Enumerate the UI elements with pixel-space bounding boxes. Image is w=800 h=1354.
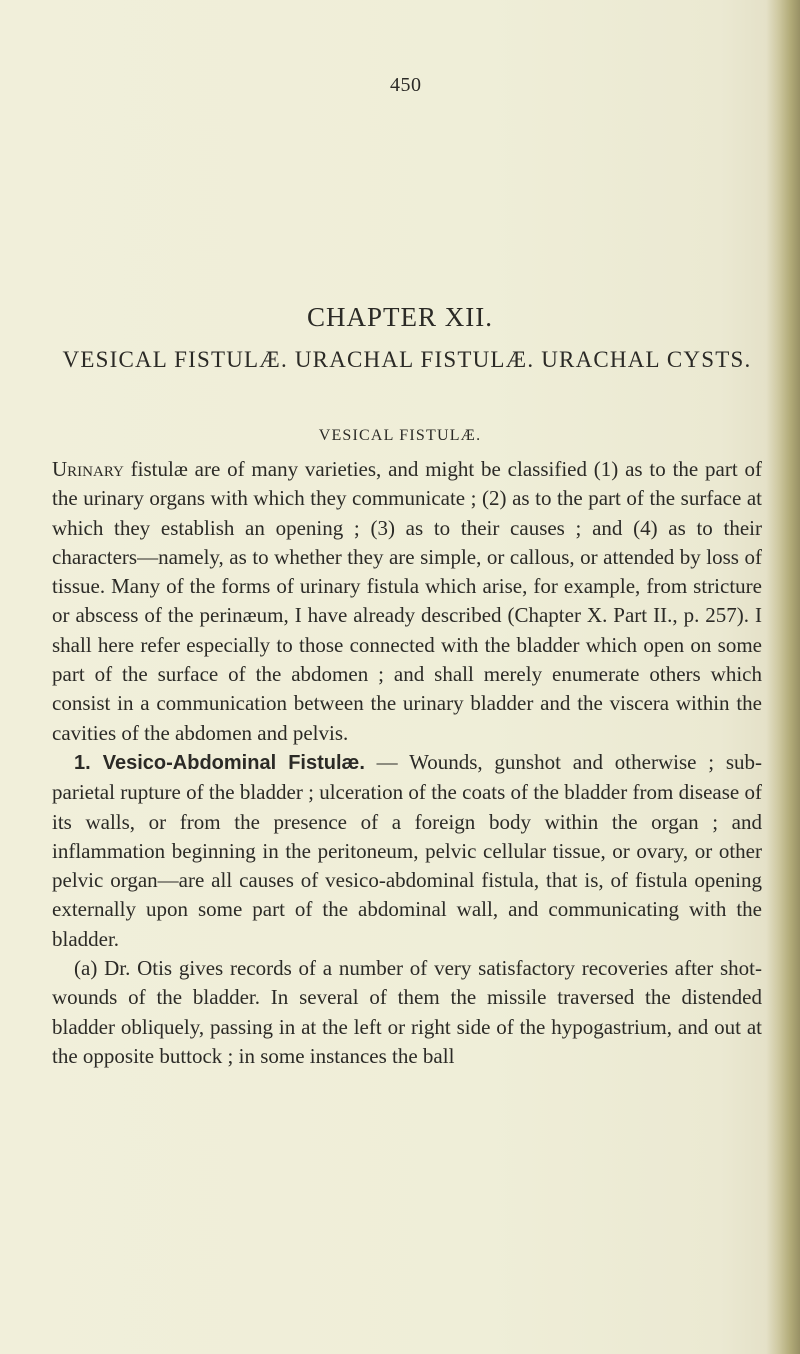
body-text <box>52 455 762 1071</box>
paragraph-lead-word: Urinary <box>52 457 124 481</box>
paragraph-text: — Wounds, gunshot and otherwise ; sub-parietal rupture of the bladder ; ulceration of the coats of the bladder from disease of its walls, or from the presence of a foreign body within the organ ; and inflammation beginning in the peritoneum, pelvic cellular tissue, or ovary, or other pelvic organ—are all causes of vesico-abdominal fistula, that is, of fistula opening externally upon some part of the abdominal wall, and communicating with the bladder. <box>52 749 762 951</box>
run-in-heading: 1. Vesico-Abdominal Fistulæ. <box>74 751 365 774</box>
paragraph-otis-records: (a) Dr. Otis gives records of a number of very satisfactory recoveries after shot-wounds of the bladder. In several of them the missile traversed the distended bladder obliquely, passing in at the left or right side of the hypogastrium, and out at the opposite buttock ; in some instances the ball <box>52 956 762 1068</box>
paragraph-urinary-fistulae <box>52 455 762 748</box>
chapter-heading: CHAPTER XII. <box>307 302 493 332</box>
paragraph-text: fistulæ are of many varieties, and might be classified (1) as to the part of the urinary organs with which they communicate ; (2) as to the part of the surface at which they establish an opening ; (3) as to their causes ; and (4) as to their characters—namely, as to whether they are simple, or callous, or attended by loss of tissue. Many of the forms of urinary fistula which arise, for example, from stricture or abscess of the perinæum, I have already described (Chapter X. Part II., p. 257). I shall here refer especially to those connected with the bladder which open on some part of the surface of the abdomen ; and shall merely enumerate others which consist in a communication between the urinary bladder and the viscera within the cavities of the abdomen and pelvis. <box>52 457 762 745</box>
paragraph-vesico-abdominal <box>52 748 762 954</box>
page-number: 450 <box>390 74 422 96</box>
chapter-title: VESICAL FISTULÆ. URACHAL FISTULÆ. URACHAL CYSTS. <box>62 347 752 372</box>
page-edge-shadow <box>766 0 800 1354</box>
section-heading: VESICAL FISTULÆ. <box>318 427 482 444</box>
